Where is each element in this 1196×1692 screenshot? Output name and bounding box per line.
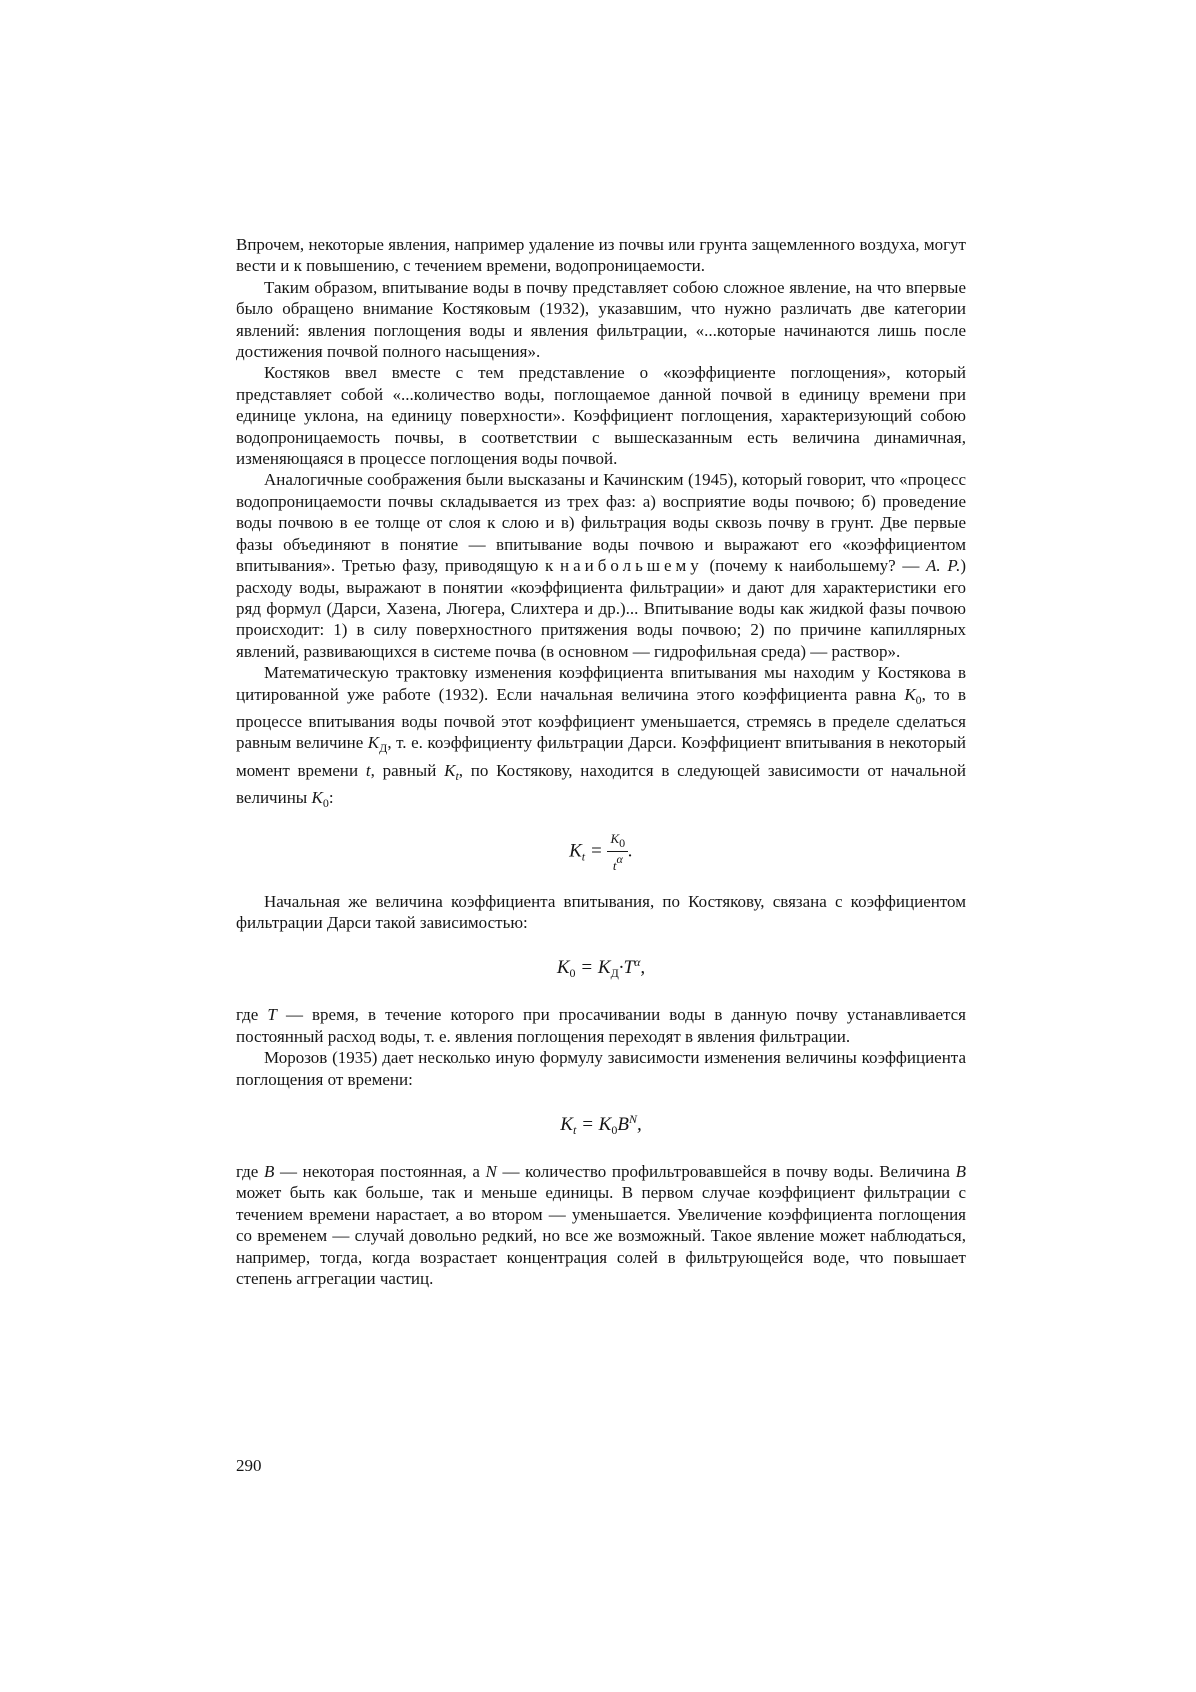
symbol-t-capital: T — [267, 1005, 277, 1025]
author-initials: А. Р. — [926, 556, 961, 576]
paragraph-5-part-a: Математическую трактовку изменения коэффициента впитывания мы находим у Костякова в цитированной уже работе (1932). Если начальная величина этого коэффициента равна — [236, 663, 966, 704]
comma: , — [636, 1114, 642, 1135]
page-number: 290 — [236, 1456, 262, 1475]
fraction-denominator — [607, 852, 628, 873]
paragraph-9-part-a: где — [236, 1162, 264, 1181]
emphasis-spaced: наибольшему — [559, 556, 703, 576]
symbol-kt — [444, 760, 459, 783]
paragraph-5 — [236, 662, 966, 814]
paragraph-5-part-b: , то в процессе впитывания воды почвой этот коэффициент уменьшается, стремясь в пределе сделаться равным величине — [236, 684, 966, 753]
paragraph-9-part-c: — количество профильтровавшейся в почву воды. Величина — [496, 1162, 956, 1181]
symbol-k: K — [556, 957, 570, 979]
paragraph-9-part-b: — некоторая постоянная, а — [274, 1162, 486, 1181]
symbol-k: K — [610, 830, 620, 846]
paragraph-4-part-a: Аналогичные соображения были высказаны и Качинским (1945), который говорит, что «процесс водопроницаемости почвы складывается из трех фаз: а) восприятие воды почвою; б) проведение воды почвою в ее толще от слоя к слою и в) фильтрация воды сквозь почву в грунт. Две первые фазы объединяют в понятие — впитывание воды почвою и выражают его «коэффициентом впитывания». Третью фазу, приводящую к — [236, 470, 966, 576]
symbol-k: K — [904, 684, 916, 704]
symbol-kd — [367, 733, 388, 756]
formula-morozov — [236, 1106, 966, 1143]
fraction-numerator — [607, 831, 628, 852]
subscript-0: 0 — [322, 796, 329, 811]
superscript-alpha: α — [634, 955, 641, 970]
paragraph-7-part-b: — время, в течение которого при просачивании воды в данную почву устанавливается постоянный расход воды, т. е. явления поглощения переходят в явления фильтрации. — [236, 1005, 967, 1046]
paragraph-5-part-c: , т. е. коэффициенту фильтрации Дарси. Коэффициент впитывания в некоторый момент времени — [236, 733, 966, 780]
paragraph-3: Костяков ввел вместе с тем представление о «коэффициенте поглощения», который представляет собой «...количество воды, поглощаемое данной почвой в единицу времени при единице уклона, на единицу поверхности». Коэффициент поглощения, характеризующий собою водопроницаемость почвы, в соответствии с вышесказанным есть величина динамичная, изменяющаяся в процессе поглощения воды почвой. — [236, 363, 966, 469]
subscript-0: 0 — [569, 966, 576, 981]
formula-kostyakov-decay — [236, 831, 966, 873]
superscript-n: N — [628, 1112, 637, 1126]
equals-sign: = — [576, 1114, 599, 1135]
paragraph-9-part-d: может быть как больше, так и меньше единицы. В первом случае коэффициент фильтрации с течением времени нарастает, а во втором — уменьшается. Увеличение коэффициента поглощения со временем — случай довольно редкий, но все же возможный. Такое явление может наблюдаться, например, тогда, когда возрастает концентрация солей в фильтрующейся воде, что повышает степень аггрегации частиц. — [236, 1183, 966, 1289]
symbol-k: K — [560, 1114, 573, 1135]
equals-sign: = — [585, 839, 608, 861]
symbol-t: t — [365, 760, 371, 780]
superscript-alpha: α — [616, 851, 623, 866]
symbol-b: B — [617, 1114, 629, 1135]
subscript-t: t — [455, 768, 459, 783]
fraction — [607, 831, 628, 873]
symbol-t-capital: T — [623, 957, 635, 979]
symbol-k: K — [597, 957, 611, 979]
paragraph-6: Начальная же величина коэффициента впитывания, по Костякову, связана с коэффициентом фильтрации Дарси такой зависимостью: — [236, 891, 966, 932]
symbol-b: B — [955, 1162, 966, 1181]
symbol-k: K — [311, 788, 323, 808]
subscript-0: 0 — [915, 692, 922, 707]
comma: , — [640, 957, 646, 979]
symbol-t: t — [612, 857, 617, 873]
formula-initial-coefficient — [236, 949, 966, 986]
subscript-d: Д — [379, 741, 388, 756]
paragraph-7 — [236, 1004, 966, 1047]
paragraph-4-part-c: (почему к наибольшему? — — [702, 556, 927, 576]
subscript-t: t — [572, 1123, 577, 1137]
paragraph-9 — [236, 1161, 966, 1289]
subscript-t: t — [581, 848, 586, 863]
colon: : — [328, 788, 334, 808]
symbol-k0 — [904, 684, 922, 707]
symbol-k: K — [598, 1114, 612, 1135]
page-text — [236, 234, 966, 1289]
period: . — [628, 839, 633, 861]
dot-operator: · — [618, 957, 624, 979]
symbol-n: N — [485, 1162, 497, 1181]
paragraph-4-part-e: ) расходу воды, выражают в понятии «коэффициента фильтрации» и дают для характеристики его ряд формул (Дарси, Хазена, Люгера, Слихтера и др.)... Впитывание воды как жидкой фазы почвою происходит: 1) в силу поверхностного притяжения воды почвою; 2) по причине капиллярных явлений, развивающихся в системе почва (в основном — гидрофильная среда) — раствор». — [236, 556, 966, 661]
paragraph-4 — [236, 469, 966, 662]
equals-sign: = — [575, 957, 598, 979]
subscript-d: Д — [610, 966, 619, 981]
paragraph-5-part-e: , по Костякову, находится в следующей зависимости от начальной величины — [236, 760, 966, 808]
symbol-k: K — [569, 839, 582, 861]
symbol-k: K — [444, 760, 456, 780]
symbol-k0 — [311, 788, 329, 811]
paragraph-1: Впрочем, некоторые явления, например удаление из почвы или грунта защемленного воздуха, могут вести и к повышению, с течением времени, водопроницаемости. — [236, 235, 966, 276]
paragraph-7-part-a: где — [236, 1005, 268, 1025]
subscript-0: 0 — [611, 1123, 618, 1137]
paragraph-8: Морозов (1935) дает несколько иную формулу зависимости изменения величины коэффициента поглощения от времени: — [236, 1048, 966, 1089]
paragraph-5-part-d: , равный — [370, 760, 445, 780]
symbol-k: K — [367, 733, 380, 753]
paragraph-2: Таким образом, впитывание воды в почву представляет собою сложное явление, на что впервые было обращено внимание Костяковым (1932), указавшим, что нужно различать две категории явлений: явления поглощения воды и явления фильтрации, «...которые начинаются лишь после достижения почвой полного насыщения». — [236, 277, 966, 362]
subscript-0: 0 — [619, 835, 626, 850]
symbol-b: B — [263, 1162, 275, 1181]
